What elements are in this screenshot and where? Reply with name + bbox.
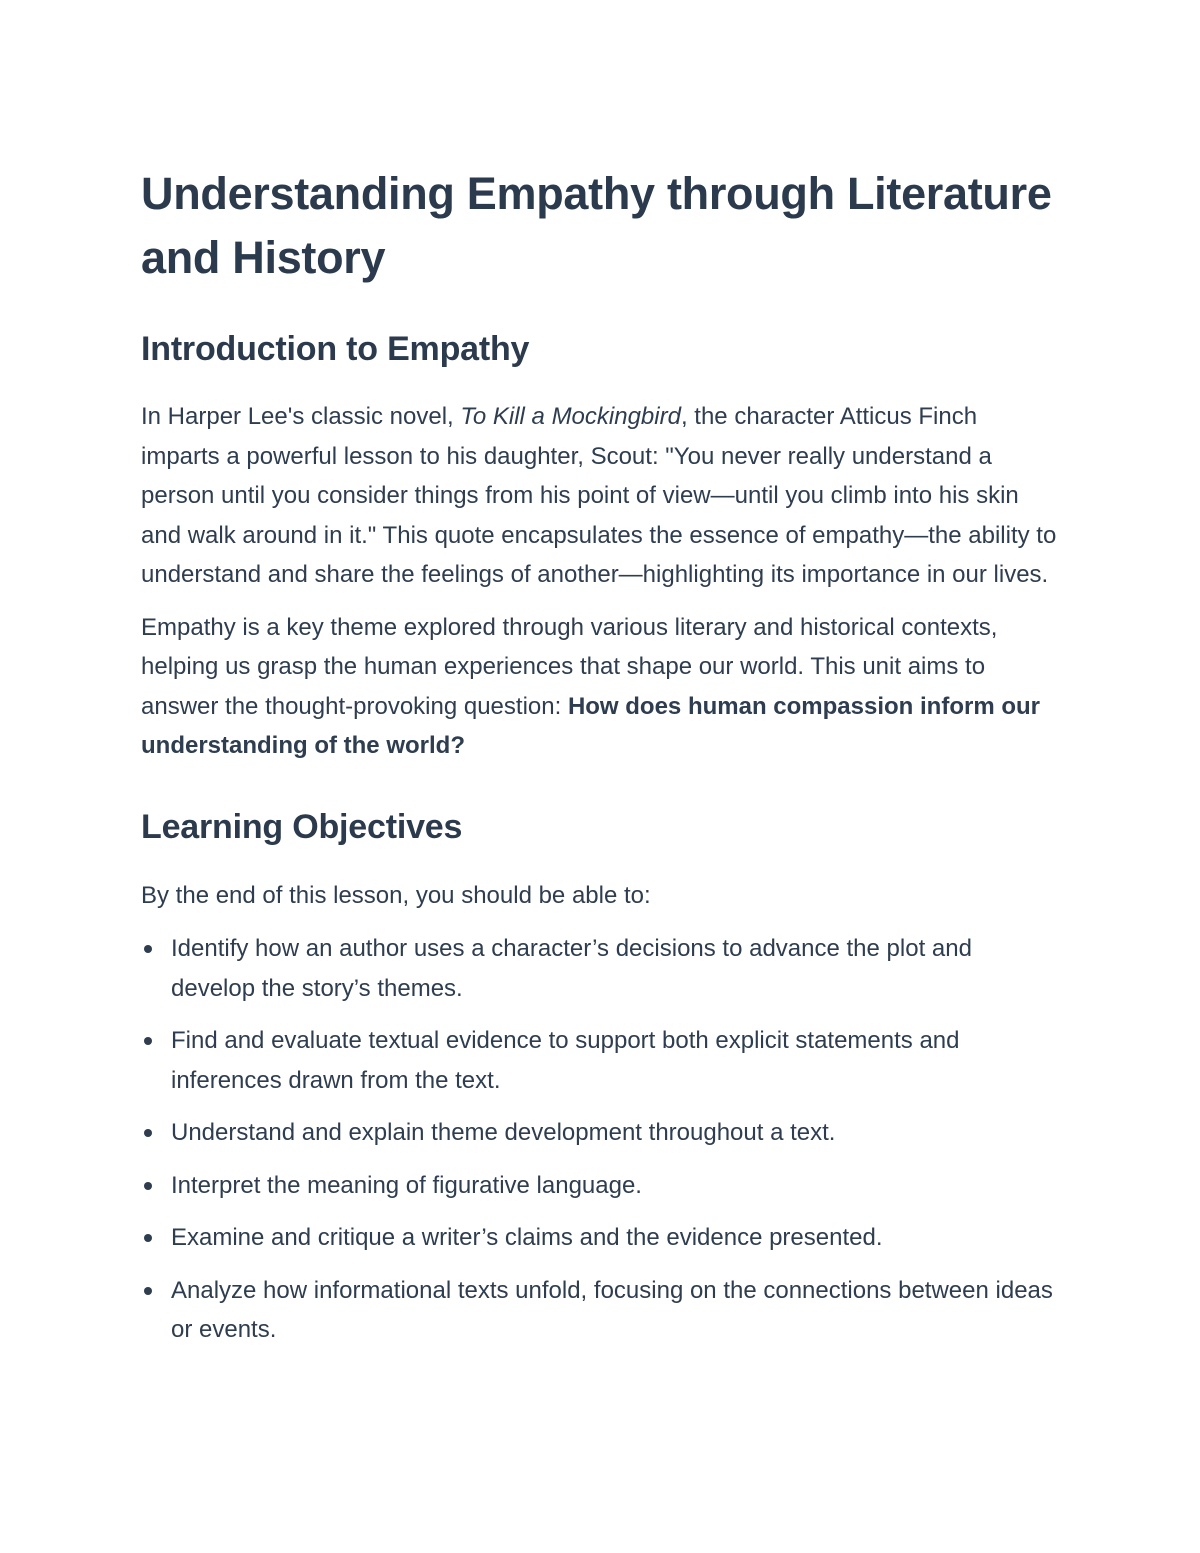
essential-question: How does human compassion inform our understanding of the world? — [141, 692, 1040, 759]
bullet-icon — [144, 1182, 152, 1190]
list-item-text: Identify how an author uses a character’s decisions to advance the plot and develop the story’s themes. — [171, 935, 972, 1002]
paragraph-1-text-start: In Harper Lee's classic novel, — [141, 403, 461, 430]
introduction-paragraph-2 — [141, 608, 1061, 766]
list-item — [141, 1021, 1061, 1100]
list-item — [141, 929, 1061, 1008]
bullet-icon — [144, 1129, 152, 1137]
list-item-text: Examine and critique a writer’s claims and the evidence presented. — [171, 1224, 883, 1251]
document-content — [141, 162, 1061, 1363]
bullet-icon — [144, 1037, 152, 1045]
bullet-icon — [144, 945, 152, 953]
list-item — [141, 1271, 1061, 1350]
introduction-heading: Introduction to Empathy — [141, 330, 530, 368]
book-title: To Kill a Mockingbird — [460, 403, 681, 430]
paragraph-1-text-end: , the character Atticus Finch imparts a powerful lesson to his daughter, Scout: "You never really understand a person until you consider things from his point of view—until you climb into his skin and walk around in it." This quote encapsulates the essence of empathy—the ability to understand and share the feelings of another—highlighting its importance in our lives. — [141, 403, 1057, 588]
list-item — [141, 1113, 1061, 1153]
objectives-list — [141, 929, 1061, 1350]
list-item — [141, 1166, 1061, 1206]
bullet-icon — [144, 1287, 152, 1295]
list-item-text: Analyze how informational texts unfold, focusing on the connections between ideas or events. — [171, 1276, 1053, 1343]
introduction-paragraph-1 — [141, 397, 1061, 595]
list-item-text: Find and evaluate textual evidence to support both explicit statements and inferences drawn from the text. — [171, 1027, 960, 1094]
list-item-text: Interpret the meaning of figurative language. — [171, 1171, 642, 1199]
list-item-text: Understand and explain theme development throughout a text. — [171, 1119, 836, 1146]
bullet-icon — [144, 1234, 152, 1242]
paragraph-2-text: Empathy is a key theme explored through various literary and historical contexts, helping us grasp the human experiences that shape our world. This unit aims to answer the thought-provoking question: — [141, 613, 998, 720]
list-item — [141, 1218, 1061, 1258]
learning-objectives-heading: Learning Objectives — [141, 807, 463, 846]
objectives-lead: By the end of this lesson, you should be able to: — [141, 881, 651, 909]
page-title: Understanding Empathy through Literature and History — [141, 168, 1052, 283]
